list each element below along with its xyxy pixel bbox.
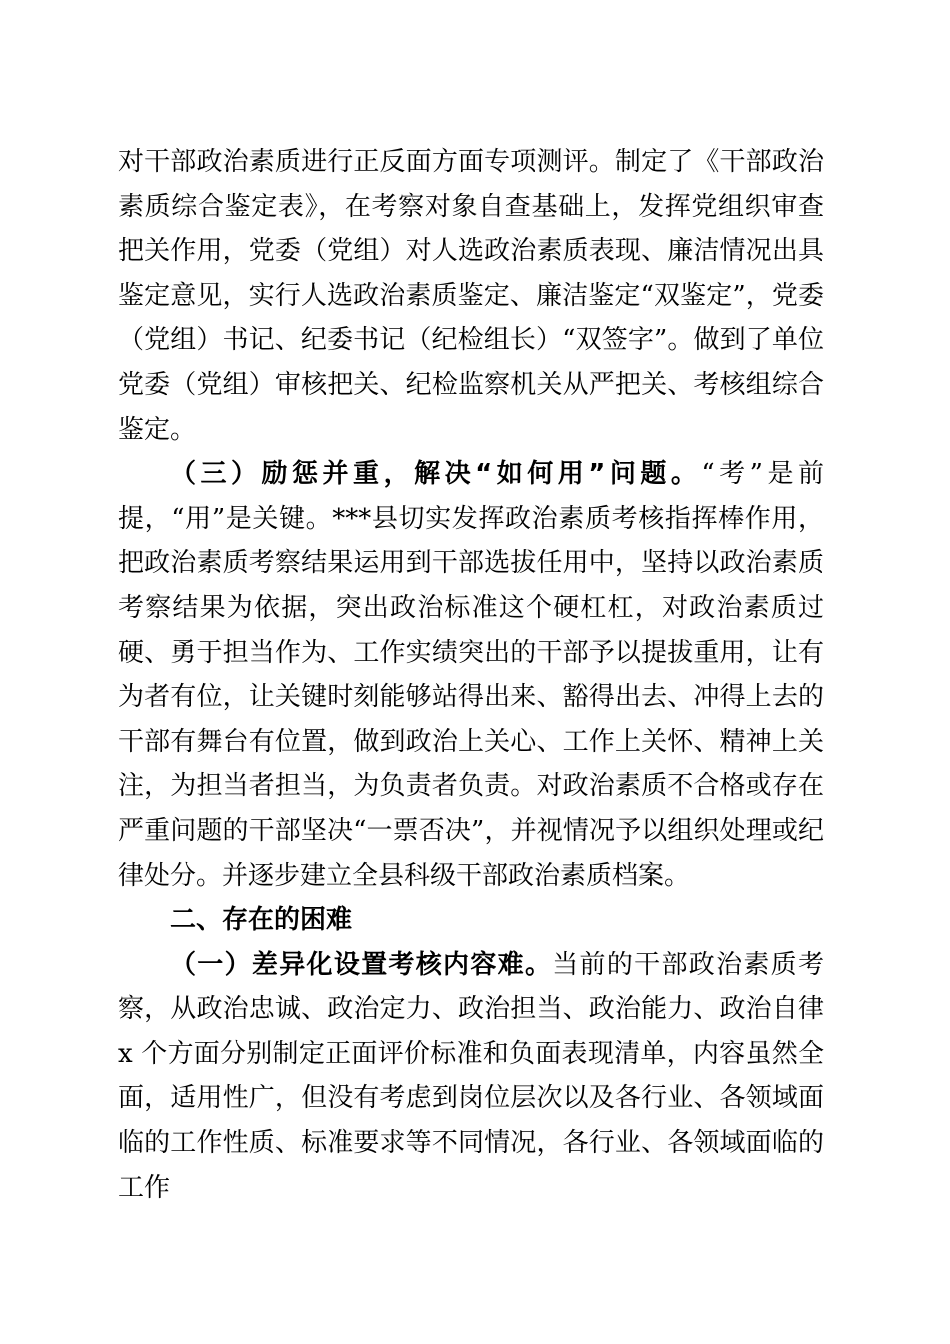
section-lead-text: （三）励惩并重，解决“如何用”问题。 <box>170 459 702 490</box>
paragraph-difficulty-1 <box>118 943 824 1211</box>
section-heading: 二、存在的困难 <box>170 905 353 936</box>
document-body <box>118 140 824 1210</box>
paragraph-section-3 <box>118 452 824 898</box>
paragraph-continued <box>118 140 824 452</box>
paragraph-text: “考”是前提，“用”是关键。***县切实发挥政治素质考核指挥棒作用，把政治素质考察结果运用到干部选拔任用中，坚持以政治素质考察结果为依据，突出政治标准这个硬杠杠，对政治素质过硬、勇于担当作为、工作实绩突出的干部予以提拔重用，让有为者有位，让关键时刻能够站得出来、豁得出去、冲得上去的干部有舞台有位置，做到政治上关心、工作上关怀、精神上关注，为担当者担当，为负责者负责。对政治素质不合格或存在严重问题的干部坚决“一票否决”，并视情况予以组织处理或纪律处分。并逐步建立全县科级干部政治素质档案。 <box>118 459 824 891</box>
section-lead-text: （一）差异化设置考核内容难。 <box>170 949 553 980</box>
paragraph-text: 当前的干部政治素质考察，从政治忠诚、政治定力、政治担当、政治能力、政治自律 x 个方面分别制定正面评价标准和负面表现清单，内容虽然全面，适用性广，但没有考虑到岗位层次以及各行业、各领域面临的工作性质、标准要求等不同情况，各行业、各领域面临的工作 <box>118 949 824 1203</box>
paragraph-text: 对干部政治素质进行正反面方面专项测评。制定了《干部政治素质综合鉴定表》，在考察对象自查基础上，发挥党组织审查把关作用，党委（党组）对人选政治素质表现、廉洁情况出具鉴定意见，实行人选政治素质鉴定、廉洁鉴定“双鉴定”，党委（党组）书记、纪委书记（纪检组长）“双签字”。做到了单位党委（党组）审核把关、纪检监察机关从严把关、考核组综合鉴定。 <box>118 147 824 445</box>
